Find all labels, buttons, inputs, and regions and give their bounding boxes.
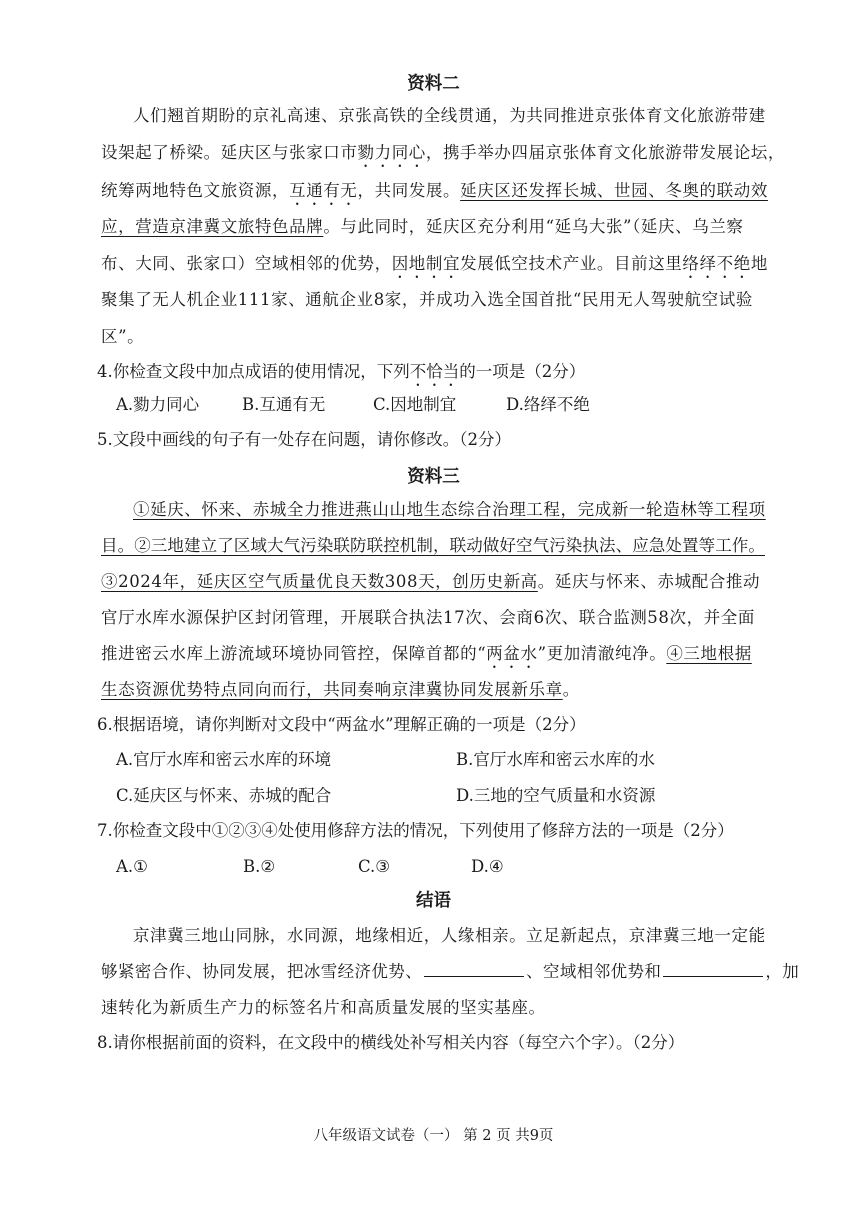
section2-line-1: 人们翘首期盼的京礼高速、京张高铁的全线贯通，为共同推进京张体育文化旅游带建 — [133, 106, 766, 125]
conclusion-heading: 结语 — [416, 891, 451, 911]
question-7-option-b[interactable]: B.② — [243, 857, 276, 876]
underlined-sentence-part-1: 延庆区还发挥长城、世园、冬奥的联动效 — [460, 181, 768, 200]
section2-line-2: 设架起了桥梁。延庆区与张家口市勠力同心，携手举办四届京张体育文化旅游带发展论坛， — [101, 143, 786, 162]
question-4-option-a[interactable]: A.勠力同心 — [116, 395, 200, 414]
question-6-option-d[interactable]: D.三地的空气质量和水资源 — [456, 786, 656, 805]
question-8-stem: 8.请你根据前面的资料，在文段中的横线处补写相关内容（每空六个字）。（2分） — [97, 1033, 685, 1052]
section3-line-5: 推进密云水库上游流域环境协同管控，保障首都的“两盆水”更加清澈纯净。④三地根据 — [101, 644, 752, 663]
section2-line-4: 应，营造京津冀文旅特色品牌。与此同时，延庆区充分利用“延乌大张”（延庆、乌兰察 — [101, 217, 744, 236]
conclusion-line-3: 速转化为新质生产力的标签名片和高质量发展的坚实基座。 — [101, 998, 546, 1017]
fill-blank-1[interactable] — [424, 962, 524, 977]
question-6-option-a[interactable]: A.官厅水库和密云水库的环境 — [116, 750, 332, 769]
dotted-idiom-2: 互通有无 — [289, 181, 358, 200]
section3-line-6: 生态资源优势特点同向而行，共同奏响京津冀协同发展新乐章。 — [101, 680, 580, 699]
section3-heading: 资料三 — [407, 467, 460, 487]
conclusion-line-2: 够紧密合作、协同发展，把冰雪经济优势、 、空域相邻优势和 ，加 — [101, 962, 800, 981]
question-7-option-a[interactable]: A.① — [116, 857, 148, 876]
section2-line-7: 区”。 — [101, 327, 145, 346]
question-6-option-c[interactable]: C.延庆区与怀来、赤城的配合 — [116, 786, 332, 805]
section2-line-3: 统筹两地特色文旅资源，互通有无，共同发展。延庆区还发挥长城、世园、冬奥的联动效 — [101, 181, 768, 200]
question-7-stem: 7.你检查文段中①②③④处使用修辞方法的情况，下列使用了修辞方法的一项是（2分） — [97, 821, 734, 840]
fill-blank-2[interactable] — [663, 962, 763, 977]
section2-line-6: 聚集了无人机企业111家、通航企业8家，并成功入选全国首批“民用无人驾驶航空试验 — [101, 290, 753, 309]
question-6-stem: 6.根据语境，请你判断对文段中“两盆水”理解正确的一项是（2分） — [97, 715, 586, 734]
section3-line-1: ①延庆、怀来、赤城全力推进燕山山地生态综合治理工程，完成新一轮造林等工程项 — [133, 500, 766, 519]
dotted-word: 不恰当 — [409, 362, 460, 381]
dotted-idiom-1: 勠力同心 — [357, 143, 426, 162]
section2-heading: 资料二 — [407, 74, 460, 94]
question-4-option-c[interactable]: C.因地制宜 — [373, 395, 457, 414]
question-4-option-b[interactable]: B.互通有无 — [242, 395, 326, 414]
dotted-idiom-4: 络绎不绝 — [682, 254, 751, 273]
underlined-sentence-part-2: 应，营造京津冀文旅特色品牌 — [101, 217, 324, 236]
section3-line-3: ③2024年，延庆区空气质量优良天数308天，创历史新高。延庆与怀来、赤城配合推动 — [101, 572, 761, 591]
dotted-idiom-3: 因地制宜 — [391, 254, 461, 273]
conclusion-line-1: 京津冀三地山同脉，水同源，地缘相近，人缘相亲。立足新起点，京津冀三地一定能 — [133, 926, 766, 945]
question-7-option-d[interactable]: D.④ — [471, 857, 504, 876]
question-6-option-b[interactable]: B.官厅水库和密云水库的水 — [456, 750, 655, 769]
question-5-stem: 5.文段中画线的句子有一处存在问题，请你修改。（2分） — [97, 430, 511, 449]
section2-line-5: 布、大同、张家口）空域相邻的优势，因地制宜发展低空技术产业。目前这里络绎不绝地 — [101, 254, 768, 273]
section3-line-2: 目。②三地建立了区域大气污染联防联控机制，联动做好空气污染执法、应急处置等工作。 — [101, 536, 765, 555]
question-7-option-c[interactable]: C.③ — [358, 857, 391, 876]
page-footer: 八年级语文试卷（一） 第 2 页 共9页 — [313, 1128, 554, 1144]
section3-line-4: 官厅水库水源保护区封闭管理，开展联合执法17次、会商6次、联合监测58次，并全面 — [101, 608, 755, 627]
dotted-term: 两盆水 — [486, 644, 538, 663]
question-4-stem: 4.你检查文段中加点成语的使用情况，下列不恰当的一项是（2分） — [97, 362, 586, 381]
question-4-option-d[interactable]: D.络绎不绝 — [506, 395, 590, 414]
